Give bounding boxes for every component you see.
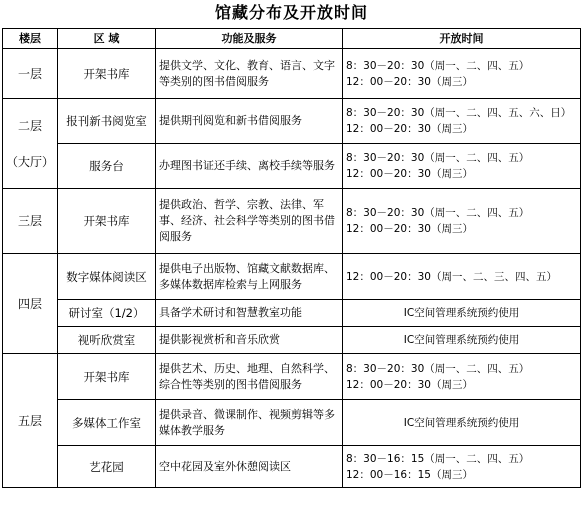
floor-cell: 四层 xyxy=(3,254,58,354)
hours-line: 8：30－20：30（周一、二、四、五） xyxy=(346,59,530,72)
hours-line: 8：30－20：30（周一、二、四、五、六、日） xyxy=(346,107,572,119)
floor-sublabel: （大厅） xyxy=(6,154,55,169)
floor-cell: 一层 xyxy=(3,49,58,99)
area-cell: 服务台 xyxy=(58,144,156,189)
hours-line: 12：00－20：30（周三） xyxy=(346,123,473,135)
area-cell: 开架书库 xyxy=(58,354,156,400)
header-service: 功能及服务 xyxy=(156,29,343,49)
floor-cell xyxy=(3,99,58,189)
area-cell: 视听欣赏室 xyxy=(58,327,156,354)
hours-cell: IC空间管理系统预约使用 xyxy=(343,300,581,327)
hours-line: 12：00－20：30（周三） xyxy=(346,75,473,88)
hours-line: 8：30－16：15（周一、二、四、五） xyxy=(346,452,530,465)
table-row xyxy=(3,354,581,400)
hours-cell xyxy=(343,49,581,99)
service-cell: 空中花园及室外休憩阅读区 xyxy=(156,446,343,488)
table-row xyxy=(3,144,581,189)
hours-line: 12：00－20：30（周三） xyxy=(346,168,473,180)
table-row xyxy=(3,99,581,144)
table-row xyxy=(3,446,581,488)
area-cell: 报刊新书阅览室 xyxy=(58,99,156,144)
hours-cell xyxy=(343,99,581,144)
area-cell: 多媒体工作室 xyxy=(58,400,156,446)
page-title: 馆藏分布及开放时间 xyxy=(214,3,368,22)
header-hours: 开放时间 xyxy=(343,29,581,49)
hours-line: 12：00－20：30（周三） xyxy=(346,378,473,391)
hours-line: 12：00－20：30（周一、二、三、四、五） xyxy=(346,270,557,283)
table-row xyxy=(3,327,581,354)
table-header-row xyxy=(3,29,581,49)
service-cell: 提供艺术、历史、地理、自然科学、综合性等类别的图书借阅服务 xyxy=(156,354,343,400)
service-cell: 办理图书证还手续、离校手续等服务 xyxy=(156,144,343,189)
service-cell: 提供政治、哲学、宗教、法律、军事、经济、社会科学等类别的图书借阅服务 xyxy=(156,189,343,254)
service-cell: 具备学术研讨和智慧教室功能 xyxy=(156,300,343,327)
floor-cell: 五层 xyxy=(3,354,58,488)
service-cell: 提供期刊阅览和新书借阅服务 xyxy=(156,99,343,144)
hours-cell xyxy=(343,354,581,400)
area-cell: 开架书库 xyxy=(58,189,156,254)
service-cell: 提供影视赏析和音乐欣赏 xyxy=(156,327,343,354)
hours-cell xyxy=(343,189,581,254)
service-cell: 提供电子出版物、馆藏文献数据库、多媒体数据库检索与上网服务 xyxy=(156,254,343,300)
service-cell: 提供录音、微课制作、视频剪辑等多媒体教学服务 xyxy=(156,400,343,446)
area-cell: 开架书库 xyxy=(58,49,156,99)
table-row xyxy=(3,254,581,300)
header-area: 区 域 xyxy=(58,29,156,49)
floor-cell: 三层 xyxy=(3,189,58,254)
table-row xyxy=(3,300,581,327)
hours-line: 8：30－20：30（周一、二、四、五） xyxy=(346,152,530,164)
table-row xyxy=(3,189,581,254)
schedule-table xyxy=(2,28,581,488)
floor-label: 二层 xyxy=(17,118,42,133)
area-cell: 数字媒体阅读区 xyxy=(58,254,156,300)
hours-line: 8：30－20：30（周一、二、四、五） xyxy=(346,362,530,375)
hours-cell xyxy=(343,254,581,300)
hours-line: 12：00－20：30（周三） xyxy=(346,223,473,235)
hours-cell: IC空间管理系统预约使用 xyxy=(343,327,581,354)
table-row xyxy=(3,400,581,446)
service-cell: 提供文学、文化、教育、语言、文字等类别的图书借阅服务 xyxy=(156,49,343,99)
header-floor: 楼层 xyxy=(3,29,58,49)
hours-cell: IC空间管理系统预约使用 xyxy=(343,400,581,446)
hours-cell xyxy=(343,144,581,189)
hours-cell xyxy=(343,446,581,488)
area-cell: 艺花园 xyxy=(58,446,156,488)
area-cell: 研讨室（1/2） xyxy=(58,300,156,327)
hours-line: 8：30－20：30（周一、二、四、五） xyxy=(346,207,530,219)
hours-line: 12：00－16：15（周三） xyxy=(346,468,473,481)
table-row xyxy=(3,49,581,99)
